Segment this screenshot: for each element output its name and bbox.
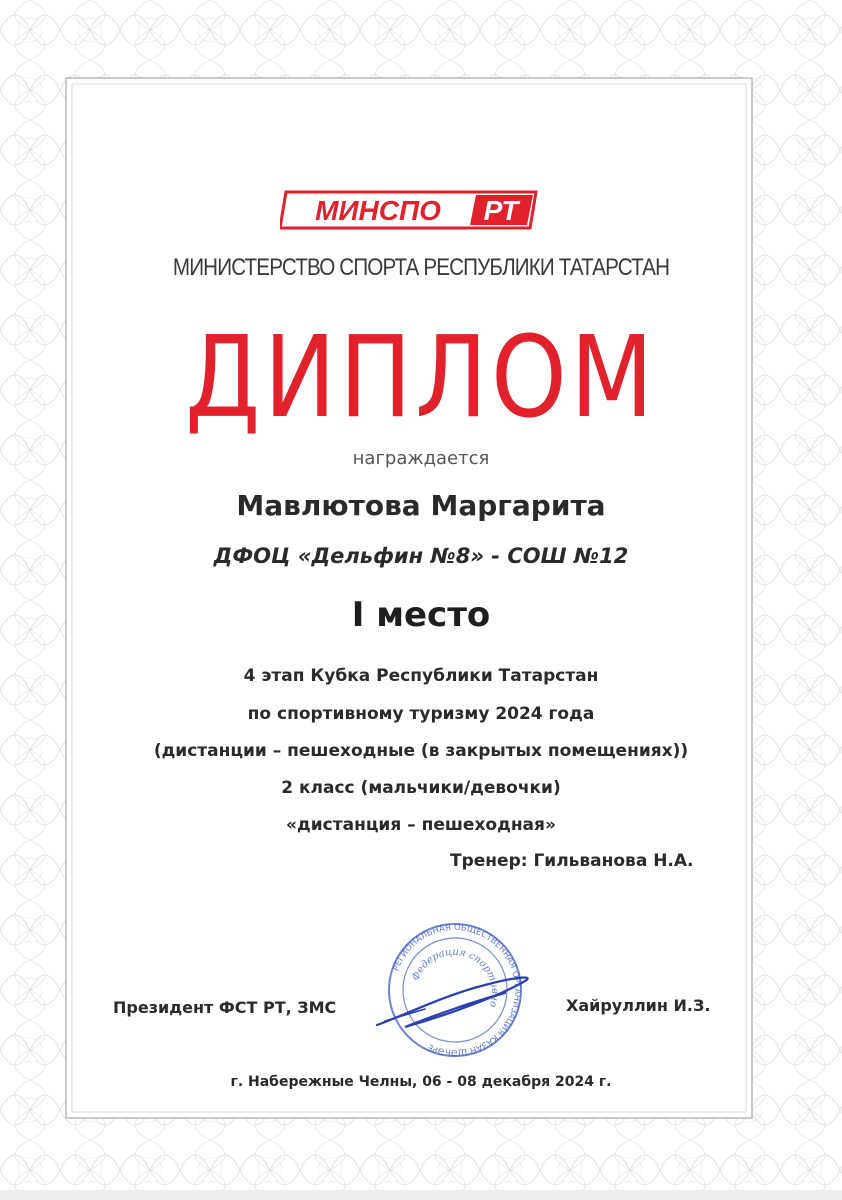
official-stamp — [365, 915, 555, 1065]
event-description-line: 2 класс (мальчики/девочки) — [281, 778, 561, 798]
ministry-name: МИНИСТЕРСТВО СПОРТА РЕСПУБЛИКИ ТАТАРСТАН — [172, 254, 670, 281]
svg-text:РЕГИОНАЛЬНАЯ ОБЩЕСТВЕННАЯ ОРГА: РЕГИОНАЛЬНАЯ ОБЩЕСТВЕННАЯ ОРГАНИЗАЦИЯ КАЗАН ШӘҺӘРЕ — [391, 922, 523, 1058]
diploma-title: ДИПЛОМ — [185, 313, 657, 443]
organization: ДФОЦ «Дельфин №8» - СОШ №12 — [213, 544, 629, 568]
minsport-logo — [280, 190, 540, 230]
svg-text:Федерация спортивного туризма: Федерация спортивного — [410, 946, 501, 1009]
recipient-name: Мавлютова Маргарита — [236, 489, 606, 522]
signatory-position: Президент ФСТ РТ, ЗМС — [113, 998, 337, 1017]
event-description-line: 4 этап Кубка Республики Татарстан — [243, 666, 599, 686]
event-description-line: «дистанция – пешеходная» — [286, 815, 556, 835]
place-award: I место — [351, 595, 491, 635]
svg-text:РТ: РТ — [483, 195, 519, 226]
place-and-date: г. Набережные Челны, 06 - 08 декабря 2024 г. — [230, 1074, 612, 1090]
awarded-label: награждается — [352, 448, 490, 469]
event-description-line: (дистанции – пешеходные (в закрытых помещениях)) — [153, 741, 689, 761]
signatory-name: Хайруллин И.З. — [566, 996, 711, 1015]
svg-text:МИНСПО: МИНСПО — [315, 195, 441, 226]
coach-name: Тренер: Гильванова Н.А. — [450, 851, 694, 871]
event-description-line: по спортивному туризму 2024 года — [247, 704, 595, 724]
